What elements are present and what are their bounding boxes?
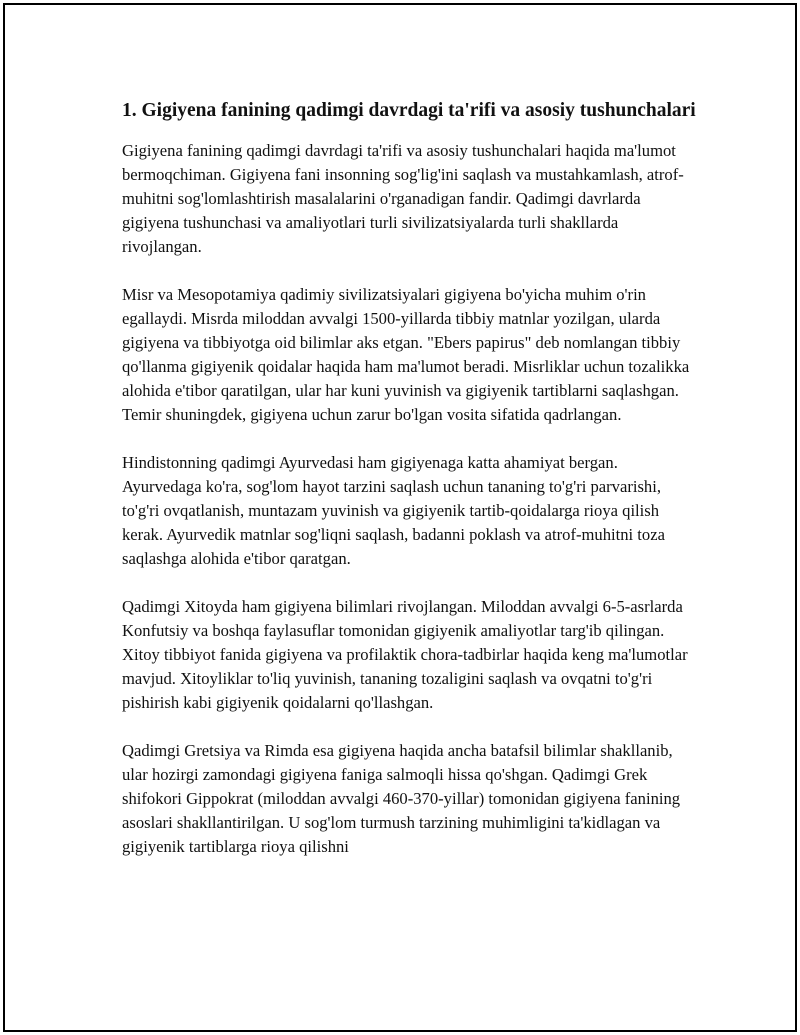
document-body	[122, 97, 696, 883]
section-heading: 1. Gigiyena fanining qadimgi davrdagi ta'rifi va asosiy tushunchalari	[122, 100, 696, 121]
paragraph-india-ayurveda: Hindistonning qadimgi Ayurvedasi ham gigiyenaga katta ahamiyat bergan. Ayurvedaga ko'ra, sog'lom hayot tarzini saqlash uchun tananing to'g'ri parvarishi, to'g'ri ovqatlanish, muntazam yuvinish va gigiyenik tartib-qoidalarga rioya qilish kerak. Ayurvedik matnlar sog'liqni saqlash, badanni poklash va atrof-muhitni toza saqlashga alohida e'tibor qaratgan.	[122, 453, 665, 568]
paragraph-china: Qadimgi Xitoyda ham gigiyena bilimlari rivojlangan. Miloddan avvalgi 6-5-asrlarda Konfutsiy va boshqa faylasuflar tomonidan gigiyenik amaliyotlar targ'ib qilingan. Xitoy tibbiyot fanida gigiyena va profilaktik chora-tadbirlar haqida keng ma'lumotlar mavjud. Xitoyliklar to'liq yuvinish, tananing tozaligini saqlash va ovqatni to'g'ri pishirish kabi gigiyenik qoidalarni qo'llashgan.	[122, 597, 688, 712]
paragraph-greece-rome: Qadimgi Gretsiya va Rimda esa gigiyena haqida ancha batafsil bilimlar shakllanib, ular hozirgi zamondagi gigiyena faniga salmoqli hissa qo'shgan. Qadimgi Grek shifokori Gippokrat (miloddan avvalgi 460-370-yillar) tomonidan gigiyena fanining asoslari shakllantirilgan. U sog'lom turmush tarzining muhimligini ta'kidlagan va gigiyenik tartiblarga rioya qilishni	[122, 741, 681, 856]
paragraph-intro: Gigiyena fanining qadimgi davrdagi ta'rifi va asosiy tushunchalari haqida ma'lumot bermoqchiman. Gigiyena fani insonning sog'lig'ini saqlash va mustahkamlash, atrof-muhitni sog'lomlashtirish masalalarini o'rganadigan fandir. Qadimgi davrlarda gigiyena tushunchasi va amaliyotlari turli sivilizatsiyalarda turli shakllarda rivojlangan.	[122, 141, 684, 256]
page-frame	[3, 3, 797, 1032]
paragraph-egypt-mesopotamia: Misr va Mesopotamiya qadimiy sivilizatsiyalari gigiyena bo'yicha muhim o'rin egallaydi. Misrda miloddan avvalgi 1500-yillarda tibbiy matnlar yozilgan, ularda gigiyena va tibbiyotga oid bilimlar aks etgan. "Ebers papirus" deb nomlangan tibbiy qo'llanma gigiyenik qoidalar haqida ham ma'lumot beradi. Misrliklar uchun tozalikka alohida e'tibor qaratilgan, ular har kuni yuvinish va gigiyenik tartiblarni saqlashgan. Temir shuningdek, gigiyena uchun zarur bo'lgan vosita sifatida qadrlangan.	[122, 285, 690, 424]
